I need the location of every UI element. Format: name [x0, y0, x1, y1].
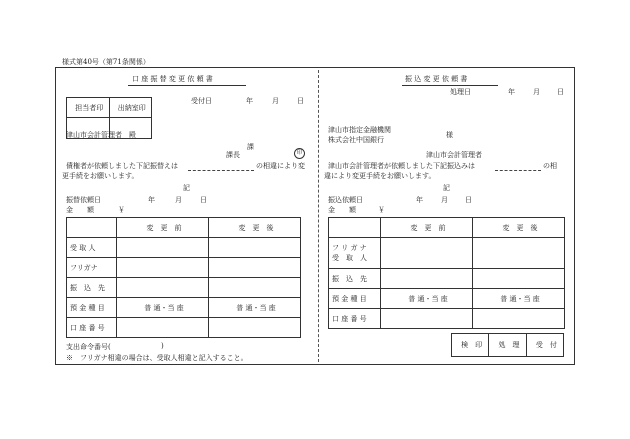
- right-change-table: [328, 217, 565, 329]
- stamp-reception: 受 付: [526, 334, 563, 357]
- right-treasurer: 津山市会計管理者: [426, 151, 482, 159]
- right-yen: ￥: [378, 206, 385, 214]
- process-date-label: 処理日: [450, 88, 471, 96]
- deposit-type-before[interactable]: 普 通・当 座: [381, 289, 473, 309]
- left-amount-label: 金 額: [66, 206, 94, 214]
- right-transfer-month: 月: [441, 196, 448, 204]
- process-year: 年: [508, 88, 515, 96]
- table-row: [329, 238, 565, 269]
- right-transfer-date-label: 振込依頼日: [328, 196, 363, 204]
- account-no-before-cell[interactable]: [117, 318, 209, 338]
- transfer-day: 日: [200, 196, 207, 204]
- left-ki: 記: [183, 184, 190, 192]
- table-row: [67, 218, 301, 238]
- payment-order-close: ): [161, 342, 164, 350]
- right-ki: 記: [443, 184, 450, 192]
- left-title-underline: [128, 85, 246, 86]
- row-label-transfer-dest: 振 込 先: [329, 269, 381, 289]
- left-title: 口 座 振 替 変 更 依 頼 書: [132, 75, 213, 83]
- left-change-table: [66, 217, 301, 338]
- left-reason-blank[interactable]: [188, 170, 254, 171]
- header-blank: [329, 218, 381, 238]
- right-body-line1: 津山市会計管理者が依頼しました下記振込みは: [328, 162, 475, 170]
- received-day: 日: [297, 97, 304, 105]
- table-row: [67, 258, 301, 278]
- recipient-after-cell[interactable]: [473, 238, 565, 269]
- table-row: [329, 289, 565, 309]
- furigana-after-cell[interactable]: [209, 258, 301, 278]
- row-label-furigana-recipient: フ リ ガ ナ 受 取 人: [329, 238, 381, 269]
- table-row: [329, 218, 565, 238]
- row-label-furigana: フリガナ: [67, 258, 117, 278]
- stamp-box-officer: 担当者印: [67, 98, 110, 118]
- section-label: 課: [247, 143, 254, 151]
- deposit-type-before[interactable]: 普 通・当 座: [117, 298, 209, 318]
- row-label-account-no: 口 座 番 号: [329, 309, 381, 329]
- deposit-type-after[interactable]: 普 通・当 座: [473, 289, 565, 309]
- form-number: 様式第40号（第71条関係）: [62, 58, 150, 66]
- table-row: [67, 298, 301, 318]
- right-transfer-day: 日: [465, 196, 472, 204]
- received-year: 年: [246, 97, 253, 105]
- table-row: [67, 238, 301, 258]
- account-no-after-cell[interactable]: [209, 318, 301, 338]
- process-day: 日: [557, 88, 564, 96]
- section-chief-label: 課長: [226, 151, 240, 159]
- transfer-date-label: 振替依頼日: [66, 196, 101, 204]
- right-amount-label: 金 額: [328, 206, 356, 214]
- recipient-after-cell[interactable]: [209, 238, 301, 258]
- right-title-underline: [402, 85, 498, 86]
- left-yen: ￥: [118, 206, 125, 214]
- stamp-processing: 処 理: [489, 334, 526, 357]
- received-date-label: 受付日: [191, 97, 212, 105]
- row-label-deposit-type: 預 金 種 目: [67, 298, 117, 318]
- header-before: 変 更 前: [381, 218, 473, 238]
- table-row: [67, 278, 301, 298]
- header-after: 変 更 後: [209, 218, 301, 238]
- account-no-after-cell[interactable]: [473, 309, 565, 329]
- dest-before-cell[interactable]: [381, 269, 473, 289]
- header-blank: [67, 218, 117, 238]
- table-row: [67, 318, 301, 338]
- row-label-deposit-type: 預 金 種 目: [329, 289, 381, 309]
- table-row: [329, 269, 565, 289]
- left-body-line1: 債権者が依頼しました下記振替えは: [66, 162, 178, 170]
- right-reason-blank[interactable]: [495, 170, 541, 171]
- furigana-before-cell[interactable]: [117, 258, 209, 278]
- recipient-before-cell[interactable]: [117, 238, 209, 258]
- right-title: 振 込 変 更 依 頼 書: [405, 75, 468, 83]
- left-body-line2: 更手続をお願いします。: [62, 172, 139, 180]
- stamp-inspection: 検 印: [452, 334, 489, 357]
- right-body-line2: 違により変更手続をお願いします。: [324, 172, 436, 180]
- payment-order-label: 支出命令番号(: [66, 343, 111, 351]
- dest-before-cell[interactable]: [117, 278, 209, 298]
- stamp-box-treasury: 出納室印: [109, 98, 152, 118]
- right-transfer-year: 年: [416, 196, 423, 204]
- furigana-note: ※ フリガナ相違の場合は、受取人相違と記入すること。: [66, 354, 248, 362]
- transfer-month: 月: [175, 196, 182, 204]
- header-before: 変 更 前: [117, 218, 209, 238]
- left-addressee: 津山市会計管理者 殿: [66, 131, 136, 139]
- table-row: [329, 309, 565, 329]
- row-label-account-no: 口 座 番 号: [67, 318, 117, 338]
- right-body-line1-end: の相: [543, 162, 557, 170]
- seal-mark-icon: 印: [294, 148, 305, 159]
- bank-sama: 様: [446, 131, 453, 139]
- bank-line2: 株式会社中国銀行: [328, 136, 384, 144]
- dest-after-cell[interactable]: [473, 269, 565, 289]
- account-no-before-cell[interactable]: [381, 309, 473, 329]
- row-label-transfer-dest: 振 込 先: [67, 278, 117, 298]
- row-label-recipient: 受 取 人: [67, 238, 117, 258]
- header-after: 変 更 後: [473, 218, 565, 238]
- process-month: 月: [533, 88, 540, 96]
- center-divider: [318, 70, 319, 362]
- recipient-before-cell[interactable]: [381, 238, 473, 269]
- received-month: 月: [272, 97, 279, 105]
- dest-after-cell[interactable]: [209, 278, 301, 298]
- left-body-line1-end: の相違により変: [256, 162, 305, 170]
- transfer-year: 年: [148, 196, 155, 204]
- process-stamp-table: [451, 333, 564, 357]
- bank-line1: 津山市指定金融機関: [328, 126, 391, 134]
- deposit-type-after[interactable]: 普 通・当 座: [209, 298, 301, 318]
